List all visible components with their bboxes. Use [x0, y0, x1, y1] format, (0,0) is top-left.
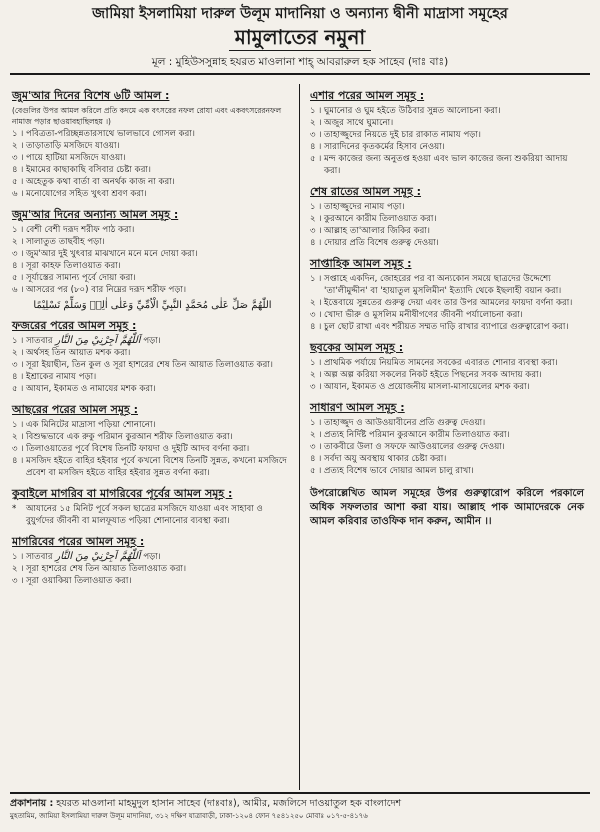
item-text — [324, 417, 584, 429]
section-title: এশার পরের আমল সমূহ : — [310, 89, 425, 102]
item-text-main: মনোযোগের সহিত খুৎবা শ্রবণ করা। — [26, 189, 147, 199]
item-text-main: বিশুদ্ধভাবে এক রুকু পরিমান কুরআন শরীফ তিলাওয়াত করা। — [26, 432, 233, 442]
arabic-dua: اَللّٰهُمَّ اَجِرْنِيْ مِنَ النَّارِ — [55, 551, 141, 562]
item-text-main: সূরা কাহফ তিলাওয়াত করা। — [26, 261, 121, 271]
item-number: ৩ । — [310, 226, 322, 236]
list-item — [12, 152, 293, 164]
item-text — [324, 213, 584, 225]
item-number: ৪ । — [310, 238, 322, 248]
section-title: ফজরের পরের আমল সমূহ : — [12, 319, 137, 332]
list-item — [310, 441, 584, 453]
list-item — [12, 260, 293, 272]
section — [12, 88, 293, 200]
section — [310, 400, 584, 477]
list-item — [310, 321, 584, 333]
list-item — [310, 153, 584, 177]
item-text — [26, 371, 293, 383]
item-text-main: আযান, ইকামত ও নামাযের মশক করা। — [26, 384, 156, 394]
list-item — [12, 188, 293, 200]
item-number: ৩ । — [12, 360, 24, 370]
item-number: ৬ । — [12, 285, 24, 295]
item-number: ১ । — [12, 129, 24, 139]
item-number: ১ । — [310, 274, 322, 284]
item-number: ২ । — [310, 118, 322, 128]
item-number: ৪ । — [12, 372, 24, 382]
item-text-main: সাতবার — [26, 336, 53, 346]
item-text-end: পড়া। — [143, 336, 161, 346]
item-number: ২ । — [12, 237, 24, 247]
list-item — [310, 429, 584, 441]
list-item — [12, 359, 293, 371]
item-text-main: সূরা হাশরের শেষ তিন আয়াত তিলাওয়াত করা। — [26, 564, 187, 574]
content-columns — [10, 84, 590, 790]
footer-address-line: মুহতামিম, জামিয়া ইসলামিয়া দারুল উলূম মাদানিয়া, ৩১২ দক্ষিণ যাত্রাবাড়ী, ঢাকা-১২০৪ ফোন ৭৫৪১২৫০ মোবাঃ ০১৭-৫-৪১৭৬ — [10, 812, 368, 820]
durood-arabic: اللّٰهُمَّ صَلِّ عَلٰى مُحَمَّدٍ النَّبِيِّ الْاُمِّيِّ وَعَلٰى اٰلِهٖ وَسَلِّمْ تَسْلِيْمًا — [33, 300, 272, 311]
list-item — [310, 465, 584, 477]
item-number: ৩ । — [310, 130, 322, 140]
item-text — [324, 429, 584, 441]
list-item — [12, 419, 293, 431]
item-text-main: তাড়াতাড়ি মসজিদে যাওয়া। — [26, 141, 120, 151]
item-text — [324, 369, 584, 381]
item-text-main: সারাদিনের কৃতকর্মের হিসাব নেওয়া। — [324, 142, 445, 152]
item-text — [324, 105, 584, 117]
item-text — [324, 297, 584, 309]
item-number: ২ । — [12, 348, 24, 358]
item-text — [324, 309, 584, 321]
item-number: ১ । — [310, 418, 322, 428]
list-item — [12, 371, 293, 383]
section — [12, 486, 293, 527]
item-number: ১ । — [310, 106, 322, 116]
item-text-main: সাতবার — [26, 552, 53, 562]
item-text — [26, 347, 293, 359]
item-number: ২ । — [310, 214, 322, 224]
section — [310, 184, 584, 249]
item-text — [26, 224, 293, 236]
list-item — [12, 224, 293, 236]
item-text — [324, 141, 584, 153]
item-text-main: কুরআনে কারীম তিলাওয়াত করা। — [324, 214, 437, 224]
item-text — [26, 503, 293, 527]
section-title: আছরের পরের আমল সমূহ : — [12, 403, 139, 416]
item-text-main: তাহাজ্জুদ ও আউওয়াবীনের প্রতি গুরুত্ব দেওয়া। — [324, 418, 486, 428]
item-text-main: প্রত্যহ বিশেষ ভাবে দোয়ার আমল চালু রাখা। — [324, 466, 474, 476]
item-text-main: অজুর সাথে ঘুমানো। — [324, 118, 394, 128]
list-item — [12, 563, 293, 575]
list-item — [12, 248, 293, 260]
item-text — [324, 153, 584, 177]
item-text — [26, 284, 293, 296]
list-item — [310, 273, 584, 297]
item-text-main: খোদা ভীরু ও মুসলিম মনীষীগণের জীবনী পর্যালোচনা করা। — [324, 310, 523, 320]
item-number: ৫ । — [12, 384, 24, 394]
list-item — [310, 369, 584, 381]
item-text-main: জুম'আর দুই খুৎবার মাঝখানে মনে মনে দোয়া করা। — [26, 249, 198, 259]
item-text — [324, 441, 584, 453]
item-text — [26, 443, 293, 455]
list-item — [310, 357, 584, 369]
item-number: ১ । — [12, 552, 24, 562]
item-text-main: অল্প অল্প করিয়া সকলের নিকট হইতে পিছনের সবক আদায় করা। — [324, 370, 542, 380]
section-title: কুবাইলে মাগরিব বা মাগরিবের পূর্বের আমল সমূহ : — [12, 487, 233, 500]
list-item — [12, 236, 293, 248]
header-author-line: মূল : মুহিউসসুন্নাহ হযরত মাওলানা শাহ্ আবরারুল হক সাহেব (দাঃ বাঃ) — [10, 54, 590, 75]
item-number: ৩ । — [12, 444, 24, 454]
list-item — [12, 431, 293, 443]
item-text-main: আসরের পর (৮০) বার নিম্নের দরূদ শরীফ পড়া। — [26, 285, 187, 295]
right-sections — [310, 88, 584, 477]
section-title: মাগরিবের পরের আমল সমূহ : — [12, 535, 145, 548]
item-text-main: চুল ছোট রাখা এবং শরীয়ত সম্মত দাড়ি রাখার ব্যাপারে গুরুত্বারোপ করা। — [324, 322, 569, 332]
item-text — [26, 140, 293, 152]
item-text-main: অর্থসহ তিন আয়াত মশক করা। — [26, 348, 131, 358]
item-number: ৬ । — [12, 189, 24, 199]
list-item — [12, 128, 293, 140]
item-text-main: তাহাজ্জুদের নিয়তে দুই চার রাকাত নামায পড়া। — [324, 130, 481, 140]
list-item — [310, 141, 584, 153]
item-text-main: সূর্যাস্তের সামান্য পূর্বে দোয়া করা। — [26, 273, 136, 283]
item-number: ২ । — [310, 298, 322, 308]
list-item — [12, 140, 293, 152]
item-text — [324, 225, 584, 237]
item-text — [26, 431, 293, 443]
item-text-main: আযান, ইকামত ও প্রয়োজনীয় মাসলা-মাসায়েলের মশক করা। — [324, 382, 530, 392]
footer-publisher-line — [10, 797, 590, 811]
footer-label: প্রকাশনায় : — [10, 798, 54, 809]
item-number: ৩ । — [310, 310, 322, 320]
item-number: ৪ । — [12, 261, 24, 271]
list-item — [12, 335, 293, 347]
item-text — [26, 176, 293, 188]
item-text — [324, 321, 584, 333]
list-item — [12, 383, 293, 395]
item-number: ২ । — [310, 430, 322, 440]
item-text-main: মসজিদ হইতে বাহির হইবার পূর্বে কখনো বিশেষ তিনটি সুন্নত, কখনো মসজিদে প্রবেশ বা মসজিদ হইতে বাহির হইবার সুন্নত বর্ণনা করা। — [26, 456, 287, 478]
item-text-main: তাহাজ্জুদের নামায পড়া। — [324, 202, 405, 212]
header-title-line1: জামিয়া ইসলামিয়া দারুল উলূম মাদানিয়া ও অন্যান্য দ্বীনী মাদ্রাসা সমূহের — [92, 6, 508, 22]
item-number: ৪ । — [12, 165, 24, 175]
item-text — [26, 128, 293, 140]
item-number: ৫ । — [12, 177, 24, 187]
section — [310, 88, 584, 177]
item-text-main: প্রত্যহ নির্দিষ্ট পরিমান কুরআনে কারীম তিলাওয়াত করা। — [324, 430, 510, 440]
closing-text: উপরোল্লেখিত আমল সমূহের উপর গুরুত্বারোপ করিলে পরকালে অধিক সফলতার আশা করা যায়। আল্লাহ পাক আমাদেরকে নেক আমল করিবার তাওফিক দান করুন, আমীন ।। — [310, 488, 584, 527]
item-text — [26, 188, 293, 200]
item-text-main: প্রাথমিক পর্যায়ে নিয়মিত সামনের সবকের এবারত শোনার ব্যবস্থা করা। — [324, 358, 558, 368]
item-text-main: আল্লাহ তা'আলার জিকির করা। — [324, 226, 430, 236]
section-title: সাধারণ আমল সমূহ : — [310, 401, 405, 414]
list-item — [12, 575, 293, 587]
item-number: ৫ । — [310, 154, 322, 164]
item-text-main: পবিত্রতা-পরিচ্ছন্নতারসাথে ভালভাবে গোসল করা। — [26, 129, 195, 139]
item-number: ১ । — [310, 202, 322, 212]
item-number: ৩ । — [12, 576, 24, 586]
item-text — [324, 237, 584, 249]
document-header — [10, 4, 590, 75]
footer-publisher-name: হযরত মাওলানা মাহমুদুল হাসান সাহেব (দাঃবাঃ), আমীর, মজলিসে দাওয়াতুল হক বাংলাদেশ — [56, 798, 402, 809]
list-item — [12, 443, 293, 455]
item-text-main: সপ্তাহে একদিন, জোহরের পর বা অন্যকোন সময়ে ছাত্রদের উদ্দেশ্যে 'তা'লীমুদ্দীন' বা 'হায়াতুল মুসলিমীন' ইত্যাদি থেকে ইছলাহী বয়ান করা। — [324, 274, 562, 296]
item-text — [26, 563, 293, 575]
item-number: ১ । — [12, 420, 24, 430]
list-item — [310, 225, 584, 237]
list-item — [12, 551, 293, 563]
list-item — [310, 237, 584, 249]
item-text — [26, 164, 293, 176]
item-text — [26, 152, 293, 164]
section-title: শেষ রাতের আমল সমূহ : — [310, 185, 422, 198]
item-number: ৪ । — [310, 322, 322, 332]
item-text-main: তাকবীরে উলা ও সফফে আউওয়ালের গুরুত্ব দেওয়া। — [324, 442, 505, 452]
section — [12, 534, 293, 587]
item-text-main: মন্দ কাজের জন্য অনুতপ্ত হওয়া এবং ভাল কাজের জন্য শুকরিয়া আদায় করা। — [324, 154, 568, 176]
item-text — [324, 117, 584, 129]
item-text — [324, 453, 584, 465]
item-text — [324, 201, 584, 213]
item-text — [26, 383, 293, 395]
item-text-main: ইশ্রাকের নামায পড়া। — [26, 372, 97, 382]
list-item — [310, 417, 584, 429]
item-number: ৩ । — [310, 442, 322, 452]
item-text-main: ইমামের কাছাকাছি বসিবার চেষ্টা করা। — [26, 165, 151, 175]
section — [12, 207, 293, 311]
list-item — [310, 309, 584, 321]
section — [12, 402, 293, 479]
item-number: ৩ । — [12, 249, 24, 259]
list-item — [310, 297, 584, 309]
item-text — [26, 335, 293, 347]
list-item — [310, 201, 584, 213]
item-number: ৪ । — [310, 454, 322, 464]
item-text-main: পায়ে হাটিয়া মসজিদে যাওয়া। — [26, 153, 126, 163]
item-number: ৪ । — [12, 456, 24, 466]
list-item — [12, 503, 293, 527]
item-text — [26, 359, 293, 371]
item-text — [324, 357, 584, 369]
item-text — [324, 465, 584, 477]
item-text-main: ইত্তেবায়ে সুন্নতের গুরুত্ব দেয়া এবং তার উপর আমলের ফায়দা বর্ণনা করা। — [324, 298, 573, 308]
section — [310, 340, 584, 393]
right-column — [300, 84, 590, 790]
arabic-dua: اَللّٰهُمَّ اَجِرْنِيْ مِنَ النَّارِ — [55, 335, 141, 346]
item-text — [324, 273, 584, 297]
item-text — [26, 551, 293, 563]
item-text-main: সালাতুত তাছবীহ পড়া। — [26, 237, 105, 247]
item-text — [26, 272, 293, 284]
item-text-main: অহেতুক কথা বার্তা বা অনর্থক কাজ না করা। — [26, 177, 175, 187]
item-number: ৫ । — [310, 466, 322, 476]
list-item — [12, 176, 293, 188]
item-text — [324, 381, 584, 393]
item-text — [324, 129, 584, 141]
item-text-main: দোয়ার প্রতি বিশেষ গুরুত্ব দেওয়া। — [324, 238, 439, 248]
item-number: ১ । — [12, 336, 24, 346]
item-text-main: এক মিনিটের মাদ্রাসা পড়িয়া শোনানো। — [26, 420, 156, 430]
item-number: ৪ । — [310, 142, 322, 152]
section-title: ছবকের আমল সমূহ : — [310, 341, 404, 354]
list-item — [12, 455, 293, 479]
item-text-main: সর্বদা অযু অবস্থায় থাকার চেষ্টা করা। — [324, 454, 447, 464]
list-item — [310, 453, 584, 465]
list-item — [310, 129, 584, 141]
item-text — [26, 236, 293, 248]
item-number: ৩ । — [12, 153, 24, 163]
list-item — [12, 284, 293, 296]
item-text — [26, 455, 293, 479]
item-number: ২ । — [12, 432, 24, 442]
header-title-main: মামুলাতের নমুনা — [229, 24, 372, 51]
left-column — [10, 84, 300, 790]
item-number: ২ । — [12, 141, 24, 151]
list-item — [310, 117, 584, 129]
item-number: ১ । — [12, 225, 24, 235]
section-title: জুম'আর দিনের অন্যান্য আমল সমূহ : — [12, 208, 179, 221]
item-text-main: সূরা ইয়াছীন, তিন কুল ও সূরা হাশরের শেষ তিন আয়াত তিলাওয়াত করা। — [26, 360, 273, 370]
item-number: ২ । — [12, 564, 24, 574]
item-number: ১ । — [310, 358, 322, 368]
section — [310, 256, 584, 333]
publisher-footer — [10, 792, 590, 822]
list-item — [12, 164, 293, 176]
list-item — [12, 272, 293, 284]
list-item — [310, 213, 584, 225]
item-number: ৫ । — [12, 273, 24, 283]
item-text-end: পড়া। — [143, 552, 161, 562]
item-text — [26, 575, 293, 587]
item-text-main: বেশী বেশী দরূদ শরীফ পাঠ করা। — [26, 225, 135, 235]
item-number: * — [12, 504, 17, 514]
section — [12, 318, 293, 395]
item-text — [26, 419, 293, 431]
item-text-main: আযানের ১৫ মিনিট পূর্বে সকল ছাত্রের মসজিদে যাওয়া এবং সাহাবা ও বুযুর্গদের জীবনী বা মালফূযাত পড়িয়া শোনানোর ব্যবস্থা করা। — [26, 504, 263, 526]
item-text — [26, 248, 293, 260]
section-note: (বেগুলির উপর আমল করিলে প্রতি কদমে এক বৎসরের নফল রোযা এবং একবৎসরেরনফল নামাজ পড়ার ছাওয়াবহাছিলহয় ।) — [12, 106, 282, 126]
section-title: জুম'আর দিনের বিশেষ ৬টি আমল : — [12, 89, 170, 102]
item-text — [26, 260, 293, 272]
item-number: ৩ । — [310, 382, 322, 392]
item-text-main: তিলাওয়াতের পূর্বে বিশেষ তিনটি ফায়দা ও দুইটি আদব বর্ণনা করা। — [26, 444, 250, 454]
item-text-main: সূরা ওয়াকিয়া তিলাওয়াত করা। — [26, 576, 132, 586]
section-title: সাপ্তাহিক আমল সমূহ : — [310, 257, 412, 270]
item-text-main: ঘুমানোর ও ঘুম হইতে উঠিবার সুন্নত আলোচনা করা। — [324, 106, 501, 116]
list-item — [310, 105, 584, 117]
list-item — [12, 347, 293, 359]
item-number: ২ । — [310, 370, 322, 380]
list-item — [310, 381, 584, 393]
